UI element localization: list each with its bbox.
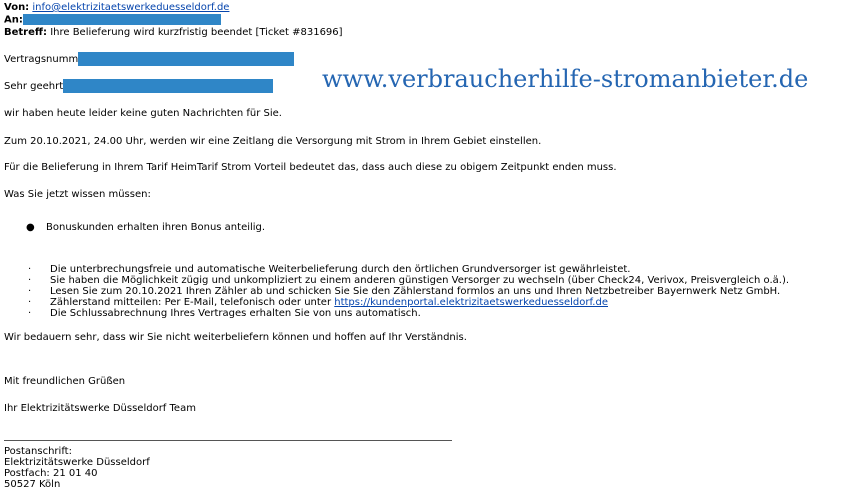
- bullet-text: Bonuskunden erhalten ihren Bonus anteilig.: [46, 222, 266, 233]
- list-dot-icon: ·: [28, 297, 32, 308]
- subject-label: Betreff:: [4, 27, 47, 38]
- from-label: Von:: [4, 2, 30, 13]
- bullet-item: [26, 222, 265, 234]
- list-item: [4, 308, 789, 319]
- list-item: [4, 264, 789, 275]
- address-line: Elektrizitätswerke Düsseldorf: [4, 457, 150, 468]
- greeting-text: Sehr geehrt: [4, 81, 64, 92]
- paragraph-1: wir haben heute leider keine guten Nachrichten für Sie.: [4, 108, 282, 119]
- kundenportal-link[interactable]: https://kundenportal.elektrizitaetswerkeduesseldorf.de: [334, 297, 608, 308]
- signature-text: Ihr Elektrizitätswerke Düsseldorf Team: [4, 403, 196, 414]
- list-dot-icon: ·: [28, 286, 32, 297]
- address-line: Postanschrift:: [4, 446, 72, 457]
- list-item-text: Sie haben die Möglichkeit zügig und unkompliziert zu einem anderen günstigen Versorger zu wechseln (über Check24, Verivox, Preisvergleich o.ä.).: [50, 275, 790, 286]
- list-item: [4, 286, 789, 297]
- paragraph-3: Für die Belieferung in Ihrem Tarif HeimTarif Strom Vorteil bedeutet das, dass auch diese zu obigem Zeitpunkt enden muss.: [4, 162, 617, 173]
- subject-text: Ihre Belieferung wird kurzfristig beendet [Ticket #831696]: [50, 27, 343, 38]
- to-label: An:: [4, 14, 23, 26]
- contract-line: [4, 52, 294, 66]
- footer-divider: [4, 440, 452, 441]
- list-item-text: Die Schlussabrechnung Ihres Vertrages erhalten Sie von uns automatisch.: [50, 308, 421, 319]
- bullet-dot-icon: ●: [26, 222, 35, 233]
- watermark-text: www.verbraucherhilfe-stromanbieter.de: [322, 65, 809, 93]
- list-dot-icon: ·: [28, 275, 32, 286]
- list-item: [4, 275, 789, 286]
- postal-address: [4, 446, 150, 490]
- paragraph-4: Was Sie jetzt wissen müssen:: [4, 189, 151, 200]
- from-line: [4, 2, 229, 14]
- list-dot-icon: ·: [28, 264, 32, 275]
- contract-label: Vertragsnumm: [4, 54, 79, 65]
- contract-redaction: [78, 52, 294, 66]
- address-line: 50527 Köln: [4, 479, 61, 490]
- greeting-line: [4, 79, 273, 93]
- regards-text: Mit freundlichen Grüßen: [4, 376, 126, 387]
- from-email-link[interactable]: info@elektrizitaetswerkeduesseldorf.de: [32, 2, 230, 13]
- list-item: [4, 297, 789, 308]
- list-item-text: Lesen Sie zum 20.10.2021 Ihren Zähler ab und schicken Sie Sie den Zählerstand formlos an uns und Ihren Netzbetreiber Bayernwerk Netz GmbH.: [50, 286, 781, 297]
- paragraph-2: Zum 20.10.2021, 24.00 Uhr, werden wir eine Zeitlang die Versorgung mit Strom in Ihrem Gebiet einstellen.: [4, 136, 542, 147]
- to-redaction: [23, 14, 221, 25]
- subject-line: [4, 27, 343, 39]
- address-line: Postfach: 21 01 40: [4, 468, 98, 479]
- list-dot-icon: ·: [28, 308, 32, 319]
- closing-sentence: Wir bedauern sehr, dass wir Sie nicht weiterbeliefern können und hoffen auf Ihr Verständnis.: [4, 332, 467, 343]
- info-list: [4, 264, 789, 319]
- list-item-text: Die unterbrechungsfreie und automatische Weiterbelieferung durch den örtlichen Grundversorger ist gewährleistet.: [50, 264, 631, 275]
- greeting-redaction: [63, 79, 273, 93]
- list-item-text: Zählerstand mitteilen: Per E-Mail, telefonisch oder unter: [50, 297, 332, 308]
- to-line: [4, 14, 221, 27]
